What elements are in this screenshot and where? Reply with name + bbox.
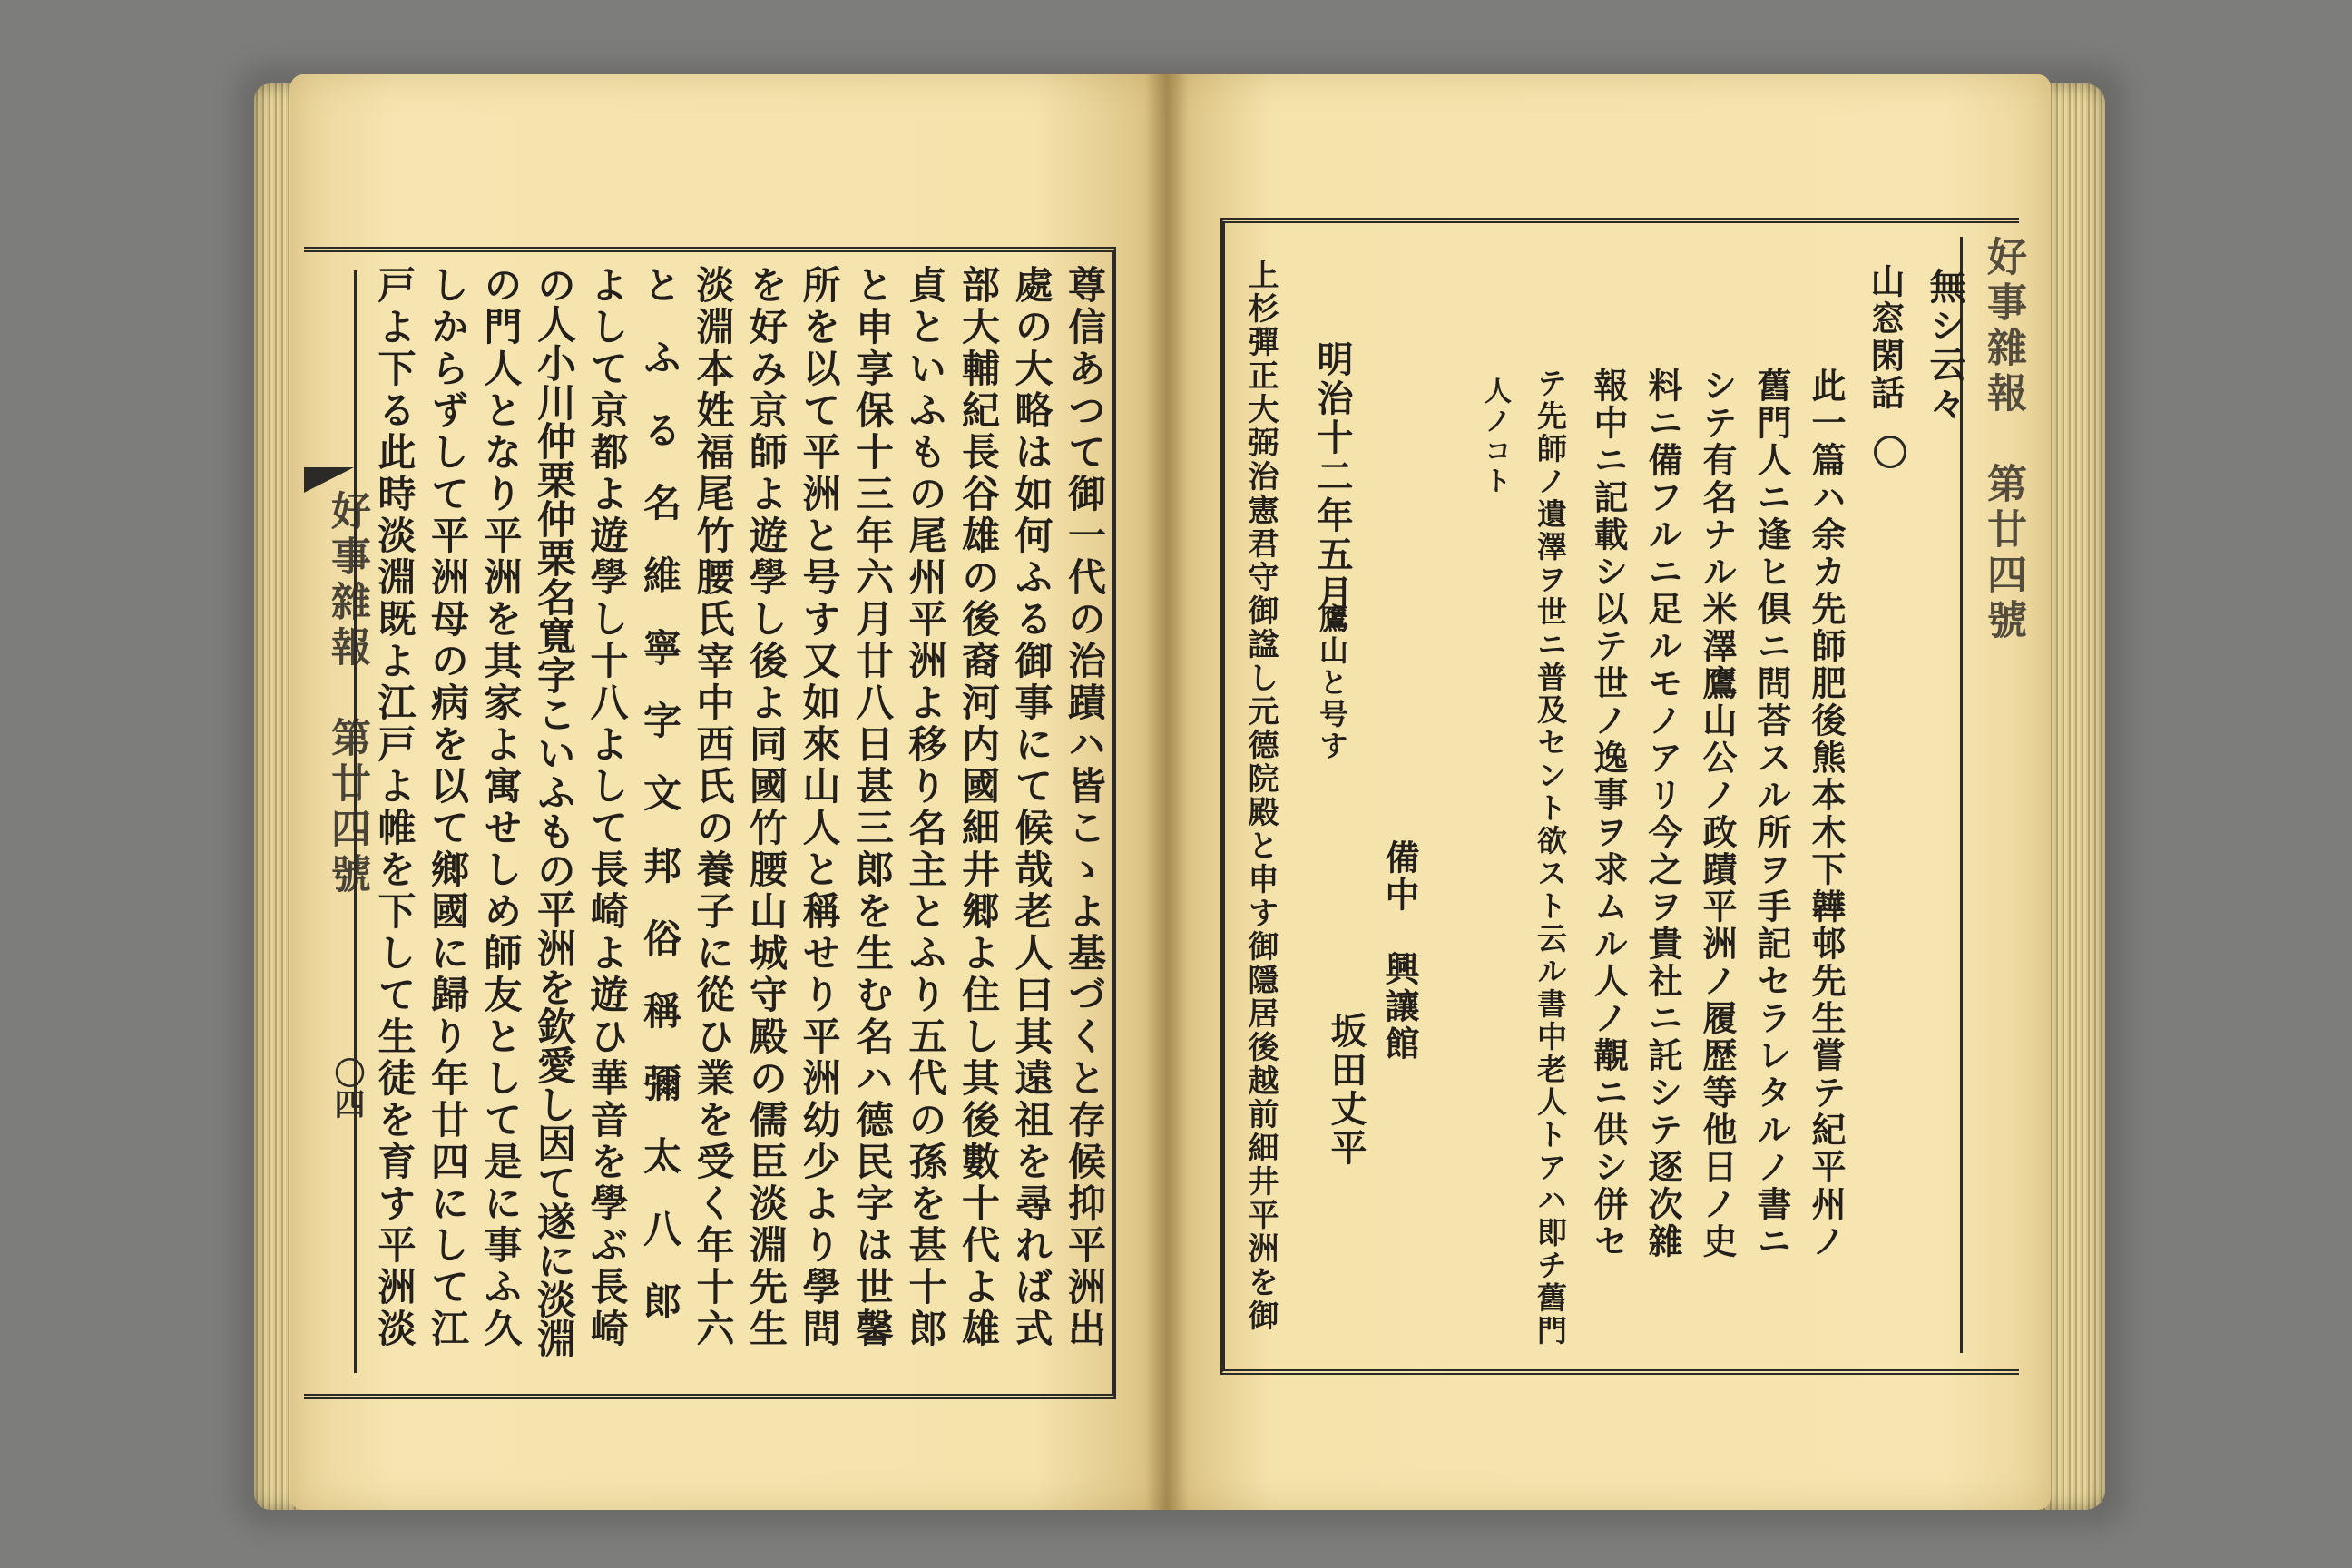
- right-text-column: シテ有名ナル米澤鷹山公ノ政蹟平洲ノ履歴等他日ノ史: [1697, 368, 1738, 1260]
- left-text-column: 處の大略は如何ふる御事にて候哉老人曰其遠祖を尋れば式: [1009, 265, 1054, 1350]
- left-tab-marker: [304, 467, 354, 493]
- left-text-column: を好み京師よ遊學し後よ同國竹腰山城守殿の儒臣淡淵先生: [744, 265, 789, 1350]
- left-page-number: 〇四: [328, 1057, 365, 1119]
- right-text-column: 鷹山と号す: [1315, 603, 1349, 762]
- right-text-column: 坂田丈平: [1325, 1012, 1367, 1168]
- left-text-column: 淡淵本姓福尾竹腰氏宰中西氏の養子に從ひ業を受く年十六: [691, 265, 736, 1350]
- right-text-column: 人ノコト: [1479, 377, 1511, 496]
- right-text-column: テ先師ノ遺澤ヲ世ニ普及セント欲スト云ル書中老人トアハ即チ舊門: [1533, 368, 1568, 1348]
- right-text-column: 上杉彈正大弼治憲君守御諡し元德院殿と申す御隱居後越前細井平洲を御: [1242, 259, 1279, 1333]
- left-text-column: 戸よ下る此時淡淵既よ江戸よ帷を下して生徒を育す平洲淡: [372, 265, 417, 1350]
- right-text-column: 備中 興讓館: [1379, 839, 1420, 1063]
- left-text-column: しからずして平洲母の病を以て鄉國に歸り年廿四にして江: [426, 265, 470, 1350]
- left-text-column: とふる名維寧字文邦俗稱彌太八郎: [638, 265, 682, 1354]
- left-text-column: よして京都よ遊學し十八よして長崎よ遊ひ華音を學ぶ長崎: [584, 265, 630, 1350]
- right-fore-edge: [2042, 83, 2105, 1510]
- right-text-column: 明治十二年五月: [1311, 340, 1354, 613]
- left-text-column: の門人となり平洲を其家よ寓せしめ師友として是に事ふ久: [478, 265, 524, 1350]
- left-text-column: と申享保十三年六月廿八日甚三郎を生む名ハ德民字は世馨: [850, 265, 895, 1350]
- book-gutter: [1145, 74, 1189, 1510]
- right-text-column: 無シ云々: [1924, 268, 1966, 424]
- left-text-column: 所を以て平洲と号す又如來山人と稱せり平洲幼少より學問: [797, 265, 842, 1350]
- left-text-column: 貞といふもの尾州平洲よ移り名主とふり五代の孫を甚十郎: [903, 265, 948, 1350]
- right-page-text: [1234, 259, 1969, 1357]
- left-text-column: の人小川仲栗仲栗名寬字こいふもの平洲を欽愛し因て遂に淡淵: [531, 265, 576, 1357]
- right-text-column: 報中ニ記載シ以テ世ノ逸事ヲ求ムル人ノ覯ニ供シ併セ: [1588, 368, 1629, 1260]
- right-text-column: 料ニ備フルニ足ルモノアリ今之ヲ貴社ニ託シテ逐次雜: [1642, 368, 1683, 1260]
- left-running-head: 好事雜報 第廿四號: [324, 490, 370, 898]
- right-text-column: 山窓閑話: [1865, 263, 1906, 412]
- left-text-column: 尊信あつて御一代の治蹟ハ皆こゝよ基づくと存候抑平洲出: [1063, 265, 1107, 1350]
- left-text-column: 部大輔紀長谷雄の後裔河内國細井郷よ住し其後數十代よ雄: [956, 265, 1001, 1350]
- right-running-head: 好事雜報 第廿四號: [1980, 236, 2026, 644]
- right-text-column: 舊門人ニ逢ヒ倶ニ問荅スル所ヲ手記セラレタルノ書ニ: [1751, 368, 1792, 1260]
- right-text-column: 此一篇ハ余カ先師肥後熊本木下韡邨先生嘗テ紀平州ノ: [1806, 368, 1847, 1260]
